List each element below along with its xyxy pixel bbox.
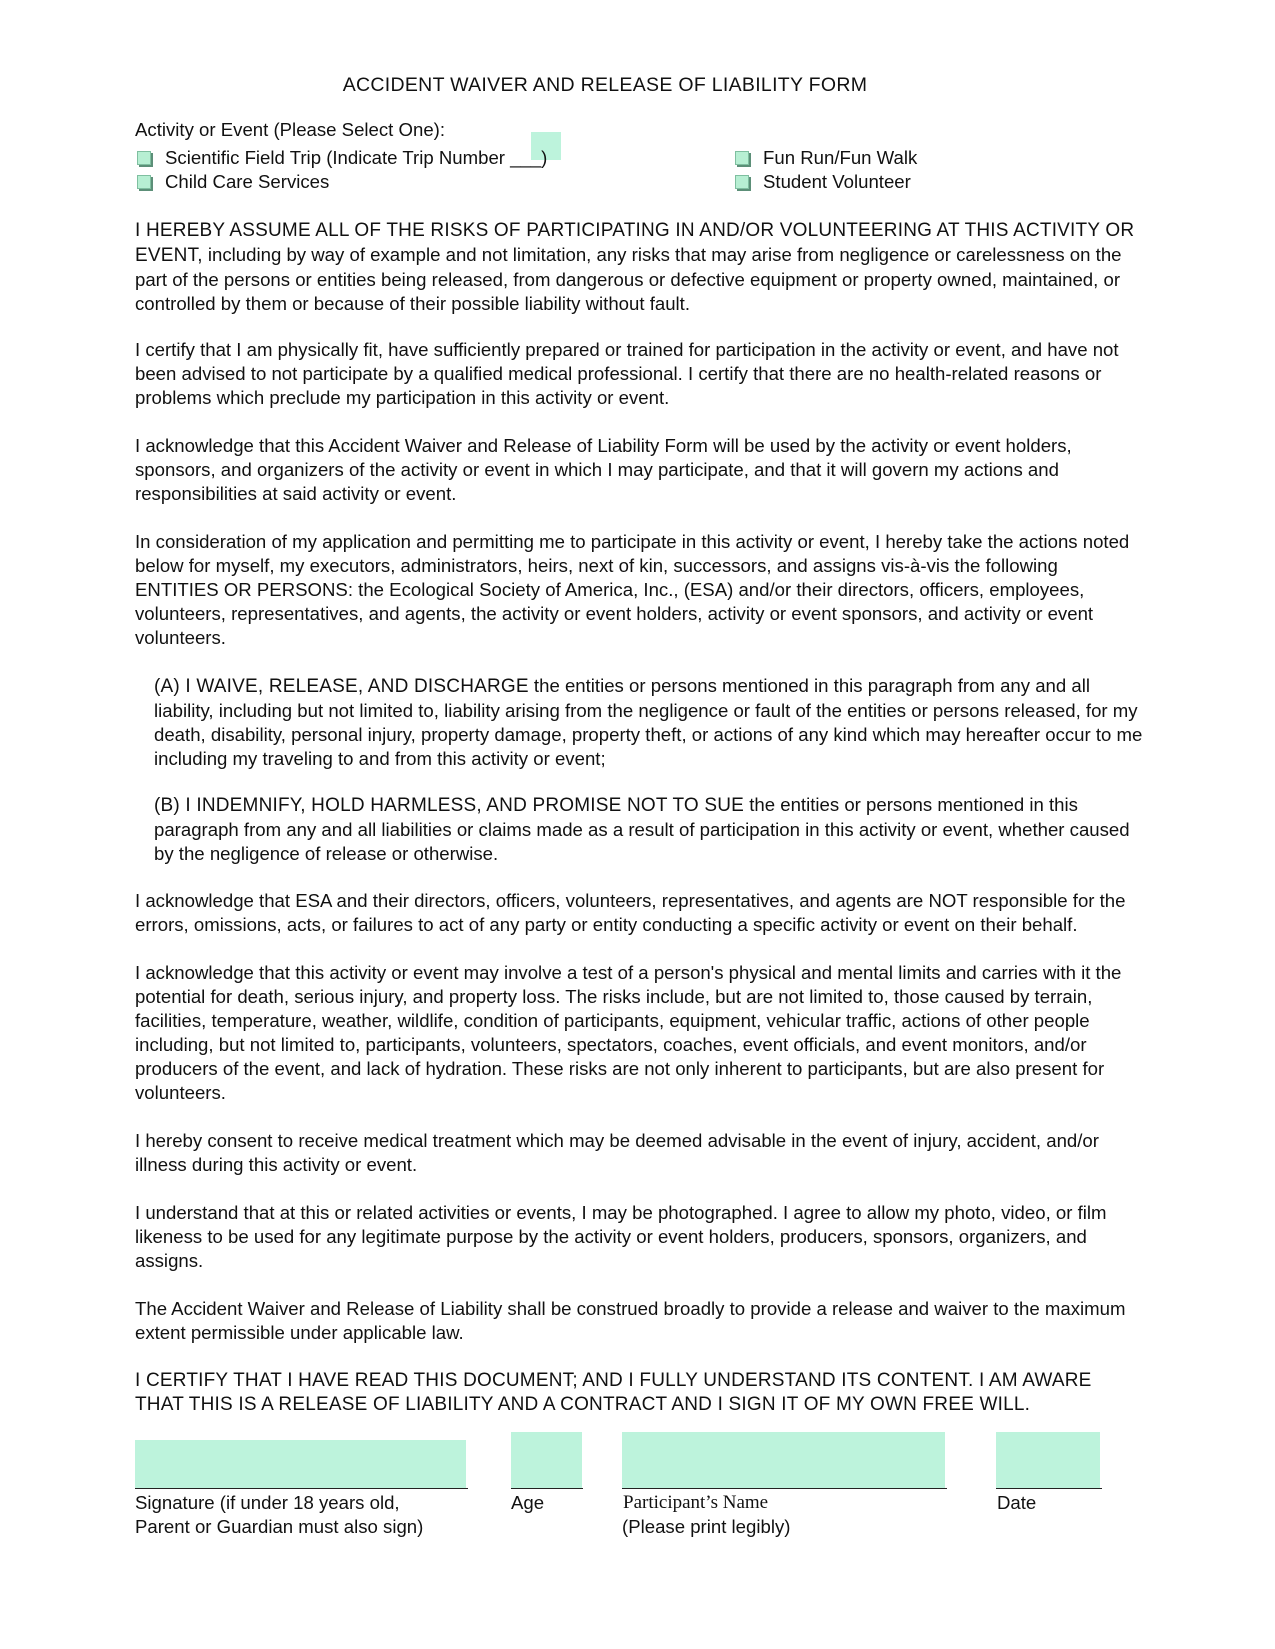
- esa-not-responsible-paragraph: I acknowledge that ESA and their directors, officers, volunteers, representatives, and agents are NOT responsible for the errors, omissions, acts, or failures to act of any party or entity conducting a specific activity or event on their behalf.: [135, 890, 1126, 935]
- certify-read-paragraph: I CERTIFY THAT I HAVE READ THIS DOCUMENT; AND I FULLY UNDERSTAND ITS CONTENT. I AM AWARE THAT THIS IS A RELEASE OF LIABILITY AND A CONTRACT AND I SIGN IT OF MY OWN FREE WILL.: [135, 1370, 1092, 1415]
- fun-run-label: Fun Run/Fun Walk: [763, 147, 918, 168]
- field-trip-checkbox[interactable]: [137, 151, 151, 165]
- clause-b-caps: (B) I INDEMNIFY, HOLD HARMLESS, AND PROMISE NOT TO SUE: [154, 795, 745, 816]
- child-care-checkbox[interactable]: [137, 175, 151, 189]
- form-title: ACCIDENT WAIVER AND RELEASE OF LIABILITY FORM: [342, 74, 868, 96]
- participant-name-hint: (Please print legibly): [622, 1516, 791, 1537]
- signature-label-2: Parent or Guardian must also sign): [135, 1516, 424, 1537]
- clause-a: [154, 674, 1144, 771]
- clause-a-caps: (A) I WAIVE, RELEASE, AND DISCHARGE: [154, 676, 529, 697]
- option-student-volunteer[interactable]: [735, 170, 911, 194]
- assume-risks-caps: I HEREBY ASSUME ALL OF THE RISKS OF PARTICIPATING IN AND/OR VOLUNTEERING AT THIS ACTIVITY OR EVENT,: [135, 220, 1135, 266]
- participant-name-field[interactable]: [622, 1432, 945, 1488]
- date-label: Date: [997, 1492, 1037, 1513]
- date-field[interactable]: [996, 1432, 1100, 1488]
- child-care-label: Child Care Services: [165, 171, 330, 192]
- fun-run-checkbox[interactable]: [735, 151, 749, 165]
- clause-b: [154, 793, 1144, 866]
- participant-name-underline: [622, 1488, 947, 1489]
- clause-a-rest: the entities or persons mentioned in this paragraph from any and all liability, including but not limited to, liability arising from the negligence or fault of the entities or persons released, for my death, disability, personal injury, property damage, property theft, or actions of any kind which may hereafter occur to me including my traveling to and from this activity or event;: [154, 675, 1143, 769]
- participant-name-label: Participant’s Name: [623, 1492, 769, 1513]
- photo-consent-paragraph: I understand that at this or related activities or events, I may be photographed. I agree to allow my photo, video, or film likeness to be used for any legitimate purpose by the activity or event holders, producers, sponsors, organizers, and assigns.: [135, 1202, 1107, 1271]
- signature-field[interactable]: [135, 1440, 466, 1488]
- construed-paragraph: The Accident Waiver and Release of Liability shall be construed broadly to provide a release and waiver to the maximum extent permissible under applicable law.: [135, 1298, 1126, 1343]
- signature-label-1: Signature (if under 18 years old,: [135, 1492, 400, 1513]
- consideration-paragraph: In consideration of my application and permitting me to participate in this activity or event, I hereby take the actions noted below for myself, my executors, administrators, heirs, next of kin, successors, and assigns vis-à-vis the following ENTITIES OR PERSONS: the Ecological Society of America, Inc., (ESA) and/or their directors, officers, employees, volunteers, representatives, and agents, the activity or event holders, activity or event sponsors, and activity or event volunteers.: [135, 531, 1130, 648]
- clause-b-rest: the entities or persons mentioned in this paragraph from any and all liabilities or claims made as a result of participation in this activity or event, whether caused by the negligence of release or otherwise.: [154, 794, 1130, 864]
- age-underline: [511, 1488, 583, 1489]
- option-field-trip[interactable]: [137, 146, 547, 170]
- student-volunteer-label: Student Volunteer: [763, 171, 911, 192]
- field-trip-label: Scientific Field Trip (Indicate Trip Number ___): [165, 147, 548, 168]
- activity-prompt: Activity or Event (Please Select One):: [135, 119, 446, 140]
- age-field[interactable]: [511, 1432, 582, 1488]
- assume-risks-rest: including by way of example and not limitation, any risks that may arise from negligence or carelessness on the part of the persons or entities being released, from dangerous or defective equipment or property owned, maintained, or controlled by them or because of their possible liability without fault.: [135, 244, 1122, 314]
- assume-risks-paragraph: [135, 218, 1145, 316]
- certify-fit-paragraph: I certify that I am physically fit, have sufficiently prepared or trained for participation in the activity or event, and have not been advised to not participate by a qualified medical professional. I certify that there are no health-related reasons or problems which preclude my participation in this activity or event.: [135, 339, 1119, 408]
- medical-consent-paragraph: I hereby consent to receive medical treatment which may be deemed advisable in the event of injury, accident, and/or illness during this activity or event.: [135, 1130, 1099, 1175]
- signature-underline: [135, 1488, 468, 1489]
- option-fun-run[interactable]: [735, 146, 917, 170]
- risks-paragraph: I acknowledge that this activity or event may involve a test of a person's physical and mental limits and carries with it the potential for death, serious injury, and property loss. The risks include, but are not limited to, those caused by terrain, facilities, temperature, weather, wildlife, condition of participants, equipment, vehicular traffic, actions of other people including, but not limited to, participants, volunteers, spectators, coaches, event officials, and event monitors, and/or producers of the event, and lack of hydration. These risks are not only inherent to participants, but are also present for volunteers.: [135, 962, 1122, 1103]
- student-volunteer-checkbox[interactable]: [735, 175, 749, 189]
- option-child-care[interactable]: [137, 170, 329, 194]
- acknowledge-use-paragraph: I acknowledge that this Accident Waiver and Release of Liability Form will be used by the activity or event holders, sponsors, and organizers of the activity or event in which I may participate, and that it will govern my actions and responsibilities at said activity or event.: [135, 435, 1072, 504]
- date-underline: [996, 1488, 1102, 1489]
- age-label: Age: [511, 1492, 545, 1513]
